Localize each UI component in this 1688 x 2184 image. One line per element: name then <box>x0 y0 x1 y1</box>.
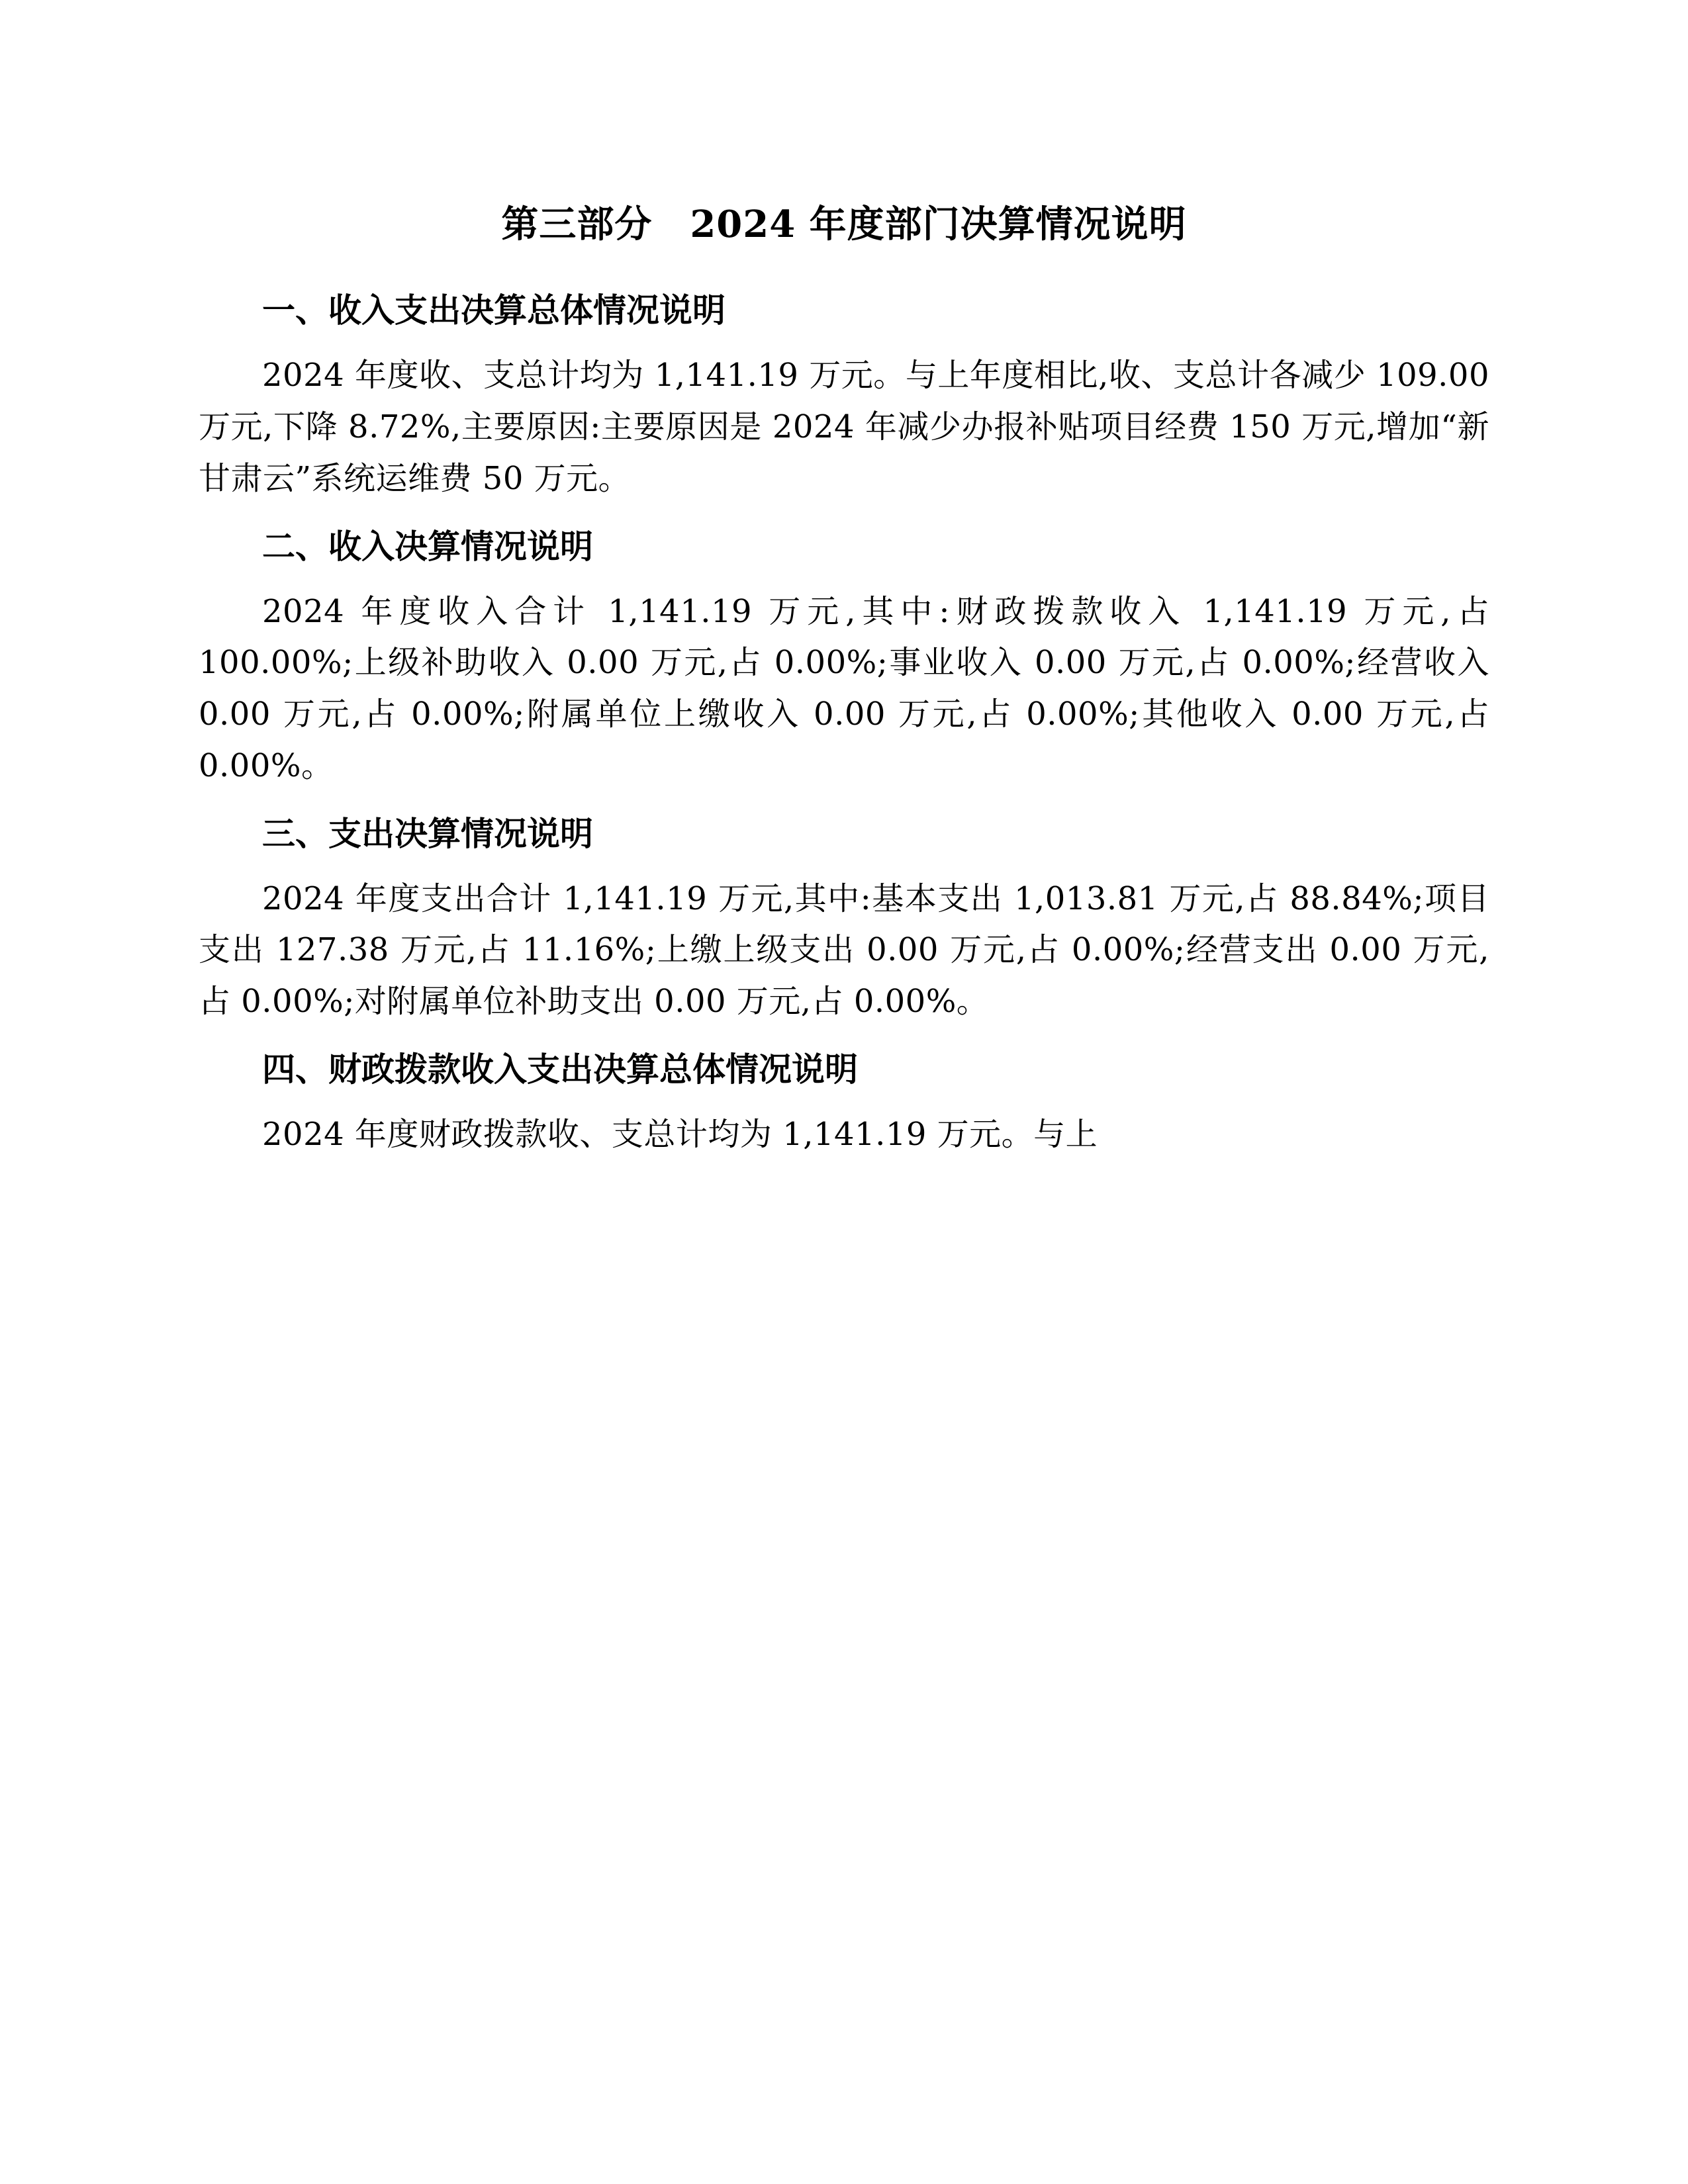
section-paragraph-3: 2024 年度支出合计 1,141.19 万元,其中:基本支出 1,013.81 万元,占 88.84%;项目支出 127.38 万元,占 11.16%;上缴上级支出 0.00 万元,占 0.00%;经营支出 0.00 万元,占 0.00%;对附属单位补助支出 0.00 万元,占 0.00%。 <box>199 880 1489 1021</box>
section-heading-1: 一、收入支出决算总体情况说明 <box>262 291 726 330</box>
section-paragraph-1: 2024 年度收、支总计均为 1,141.19 万元。与上年度相比,收、支总计各减少 109.00 万元,下降 8.72%,主要原因:主要原因是 2024 年减少办报补贴项目经费 150 万元,增加“新甘肃云”系统运维费 50 万元。 <box>199 357 1489 497</box>
section-heading-4: 四、财政拨款收入支出决算总体情况说明 <box>262 1050 858 1089</box>
section-paragraph-4: 2024 年度财政拨款收、支总计均为 1,141.19 万元。与上 <box>262 1115 1098 1153</box>
section-heading-3: 三、支出决算情况说明 <box>262 814 593 853</box>
section-heading-2: 二、收入决算情况说明 <box>262 527 593 566</box>
section-paragraph-2: 2024 年度收入合计 1,141.19 万元,其中:财政拨款收入 1,141.19 万元,占 100.00%;上级补助收入 0.00 万元,占 0.00%;事业收入 0.00 万元,占 0.00%;经营收入 0.00 万元,占 0.00%;附属单位上缴收入 0.00 万元,占 0.00%;其他收入 0.00 万元,占 0.00%。 <box>199 592 1489 784</box>
page-title: 第三部分 2024 年度部门决算情况说明 <box>501 203 1187 246</box>
